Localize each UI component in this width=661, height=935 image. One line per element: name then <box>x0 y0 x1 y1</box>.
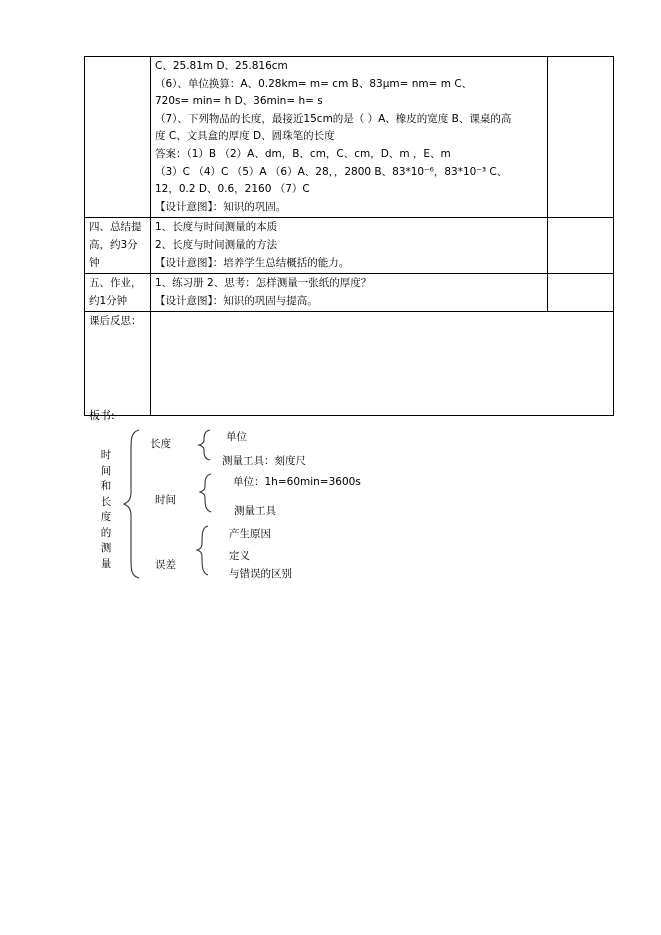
row-label-line: 约1分钟 <box>89 294 128 307</box>
board-length-tool: 测量工具：刻度尺 <box>222 455 306 467</box>
content-line: 720s= min= h D、36min= h= s <box>155 95 323 108</box>
content-line: 1、练习册 2、思考：怎样测量一张纸的厚度？ <box>155 277 372 290</box>
board-error-diff: 与错误的区别 <box>229 568 292 580</box>
error-brace <box>197 526 208 575</box>
content-line: （7）、下列物品的长度，最接近15cm的是（ ）A、橡皮的宽度 B、课桌的高 <box>155 112 512 125</box>
board-error: 误差 <box>155 559 176 571</box>
reflection-label: 课后反思： <box>89 315 142 328</box>
board-length-unit: 单位 <box>226 431 247 443</box>
content-line: 度 C、文具盒的厚度 D、圆珠笔的长度 <box>155 130 335 143</box>
content-line: 12，0.2 D、0.6，2160 （7）C <box>155 183 310 196</box>
board-length: 长度 <box>150 438 171 450</box>
design-intent-line: 【设计意图】：知识的巩固与提高。 <box>155 294 318 307</box>
board-time-tool: 测量工具 <box>234 505 276 517</box>
design-intent-line: 【设计意图】：培养学生总结概括的能力。 <box>155 256 350 269</box>
time-brace <box>200 474 211 512</box>
board-time-unit: 单位：1h=60min=3600s <box>233 476 361 488</box>
content-line: 答案：（1）B （2）A、dm，B、cm，C、cm，D、m ，E、m <box>155 147 451 160</box>
board-time: 时间 <box>155 494 176 506</box>
board-error-def: 定义 <box>229 550 250 562</box>
row-label-line: 四、总结提 <box>89 221 142 234</box>
board-title-char: 时 <box>100 449 112 461</box>
board-title-char: 长 <box>100 495 112 508</box>
board-title-char: 间 <box>100 464 112 477</box>
content-line: C、25.81m D、25.816cm <box>155 60 288 72</box>
row-label-line: 五、作业， <box>89 277 142 290</box>
content-line: （6）、单位换算：A、0.28km= m= cm B、83μm= nm= m C、 <box>155 77 473 90</box>
board-title-char: 量 <box>100 557 112 570</box>
main-brace <box>124 430 139 578</box>
board-title-char: 测 <box>100 542 112 554</box>
board-title-char: 度 <box>100 511 112 523</box>
content-line: 2、长度与时间测量的方法 <box>155 238 278 251</box>
board-label: 板书: <box>89 409 115 422</box>
board-title-char: 的 <box>100 526 112 539</box>
row-label-line: 高，约3分 <box>89 238 138 251</box>
content-line: 1、长度与时间测量的本质 <box>155 221 278 234</box>
content-line: （3）C （4）C （5）A （6）A、28，，2800 B、83*10⁻⁶，83*10⁻³ C、 <box>155 165 508 178</box>
board-error-cause: 产生原因 <box>229 528 271 540</box>
board-title-char: 和 <box>100 480 112 492</box>
design-intent-line: 【设计意图】：知识的巩固。 <box>155 200 287 213</box>
length-brace <box>199 430 210 460</box>
row-label-line: 钟 <box>89 256 100 269</box>
